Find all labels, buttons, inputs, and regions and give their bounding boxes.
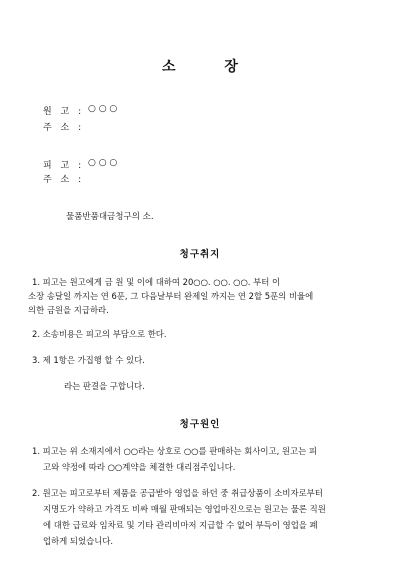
cause-line-5: 에 대한 급료와 임차료 및 기타 관리비마저 지급할 수 없어 부득이 영업을 폐: [43, 520, 318, 530]
defendant-label: 피 고 :: [43, 161, 85, 171]
cause-line-1: 1. 피고는 위 소재지에서 ○○라는 상호로 ○○를 판매하는 회사이고, 원고는 피: [32, 446, 317, 456]
claim-item-2: 2. 소송비용은 피고의 부담으로 한다.: [32, 329, 167, 339]
plaintiff-address-label: 주 소 :: [43, 123, 85, 133]
claim-item-3: 3. 제 1항은 가집행 할 수 있다.: [32, 355, 145, 365]
defendant-address-label: 주 소 :: [43, 175, 85, 185]
cause-heading: 청구원인: [179, 419, 221, 430]
case-name: 물품반품대금청구의 소.: [66, 212, 154, 222]
claim-line-2: 소장 송달일 까지는 연 6푼, 그 다음날부터 완제일 까지는 연 2할 5푼의 비율에: [28, 291, 314, 301]
document-title: 소 장: [162, 59, 260, 75]
claim-line-3: 의한 금원을 지급하라.: [28, 305, 109, 315]
plaintiff-label: 원 고 :: [43, 107, 85, 117]
plaintiff-name: ○ ○ ○: [88, 104, 118, 114]
claim-heading: 청구취지: [179, 249, 221, 260]
defendant-name: ○ ○ ○: [88, 158, 118, 168]
cause-line-6: 업하게 되었습니다.: [43, 536, 114, 546]
judgment-request: 라는 판결을 구합니다.: [64, 381, 145, 391]
cause-line-3: 2. 원고는 피고로부터 제품을 공급받아 영업을 하던 중 취급상품이 소비자로부터: [32, 488, 323, 498]
cause-line-2: 고와 약정에 따라 ○○계약을 체결한 대리점주입니다.: [43, 462, 236, 472]
cause-line-4: 지명도가 약하고 가격도 비싸 매월 판매되는 영업마진으로는 원고는 물론 직원: [43, 504, 326, 514]
claim-line-1: 1. 피고는 원고에게 금 원 및 이에 대하여 20○○. ○○. ○○. 부터 이: [32, 277, 281, 287]
